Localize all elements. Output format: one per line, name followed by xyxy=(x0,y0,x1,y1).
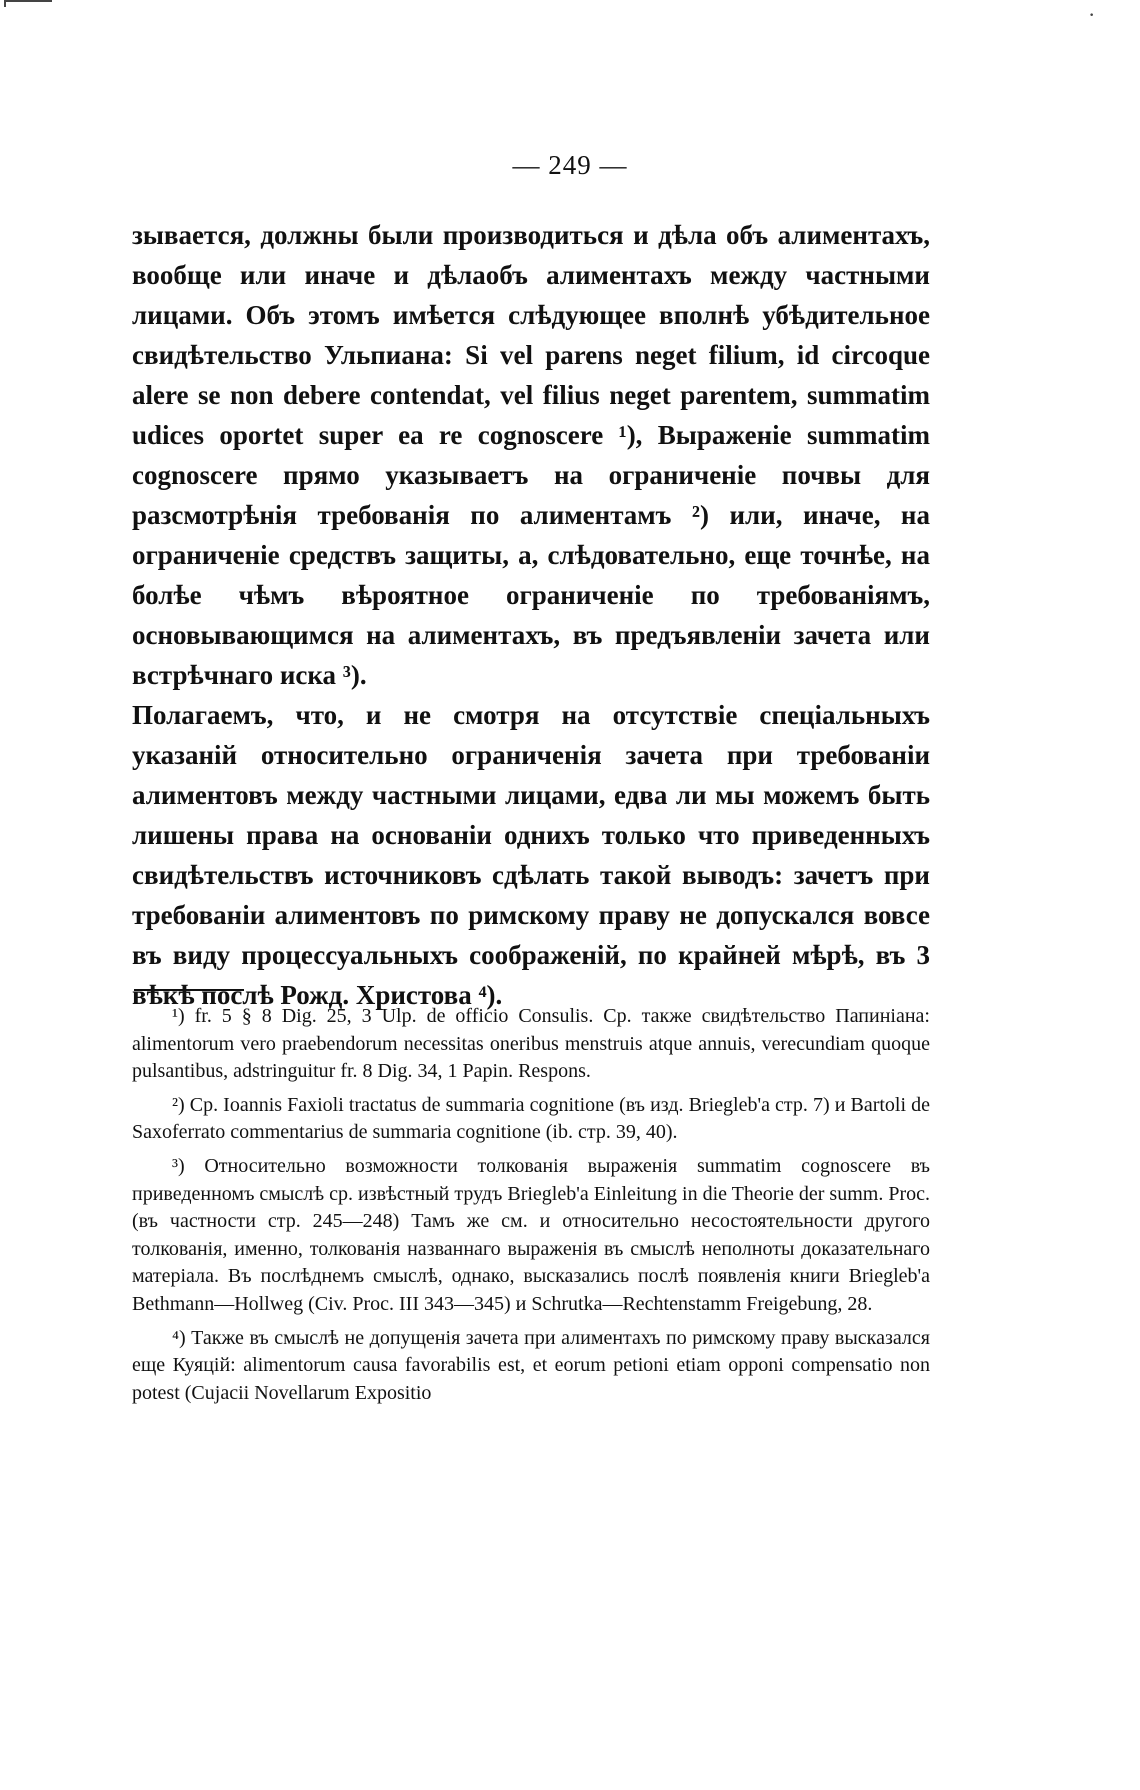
footnote-2: ²) Ср. Ioannis Faxioli tractatus de summaria cognitione (въ изд. Briegleb'a стр. 7) и Bartoli de Saxoferrato commentarius de summaria cognitione (ib. стр. 39, 40). xyxy=(132,1093,930,1144)
footnotes xyxy=(132,1003,930,1413)
main-paragraph-1: зывается, должны были производиться и дѣла объ алиментахъ, вообще или иначе и дѣлаобъ алиментахъ между частными лицами. Объ этомъ имѣется слѣдующее вполнѣ убѣдительное свидѣтельство Ульпиана: Si vel parens neget filium, id circoque alere se non debere contendat, vel filius neget parentem, summatim udices oportet super ea re cognoscere ¹), Выраженіе summatim cognoscere прямо указываетъ на ограниченіе почвы для разсмотрѣнія требованія по алиментамъ ²) или, иначе, на ограниченіе средствъ защиты, а, слѣдовательно, еще точнѣе, на болѣе чѣмъ вѣроятное ограниченіе по требованіямъ, основывающимся на алиментахъ, въ предъявленіи зачета или встрѣчнаго иска ³). xyxy=(132,220,930,690)
footnote-separator xyxy=(134,989,244,991)
main-text xyxy=(132,215,930,1015)
footnote-1: ¹) fr. 5 § 8 Dig. 25, 3 Ulp. de officio Consulis. Ср. также свидѣтельство Папиніана: alimentorum vero praebendorum necessitas oneribus menstruis atque annuis, verecundiam quoque pulsantibus, adstringuitur fr. 8 Dig. 34, 1 Papin. Respons. xyxy=(132,1005,930,1083)
footnote-3: ³) Относительно возможности толкованія выраженія summatim cognoscere въ приведенномъ смыслѣ ср. извѣстный трудъ Briegleb'a Einleitung in die Theorie der summ. Proc. (въ частности стр. 245—248) Тамъ же см. и относительно несостоятельности другого толкованія, именно, толкованія названнаго выраженія въ смыслѣ неполноты доказательнаго матеріала. Въ послѣднемъ смыслѣ, однако, высказались послѣ появленія книги Briegleb'a Bethmann—Hollweg (Civ. Proc. III 343—345) и Schrutka—Rechtenstamm Freigebung, 28. xyxy=(132,1154,930,1315)
page-number: — 249 — xyxy=(512,150,628,180)
footnote-4: ⁴) Также въ смыслѣ не допущенія зачета при алиментахъ по римскому праву высказался еще Куяцій: alimentorum causa favorabilis est, et eorum petioni etiam opponi compensatio non potest (Cujacii Novellarum Expositio xyxy=(132,1326,930,1404)
scan-edge-mark xyxy=(4,0,52,7)
main-paragraph-2: Полагаемъ, что, и не смотря на отсутствіе спеціальныхъ указаній относительно ограниченія зачета при требованіи алиментовъ между частными лицами, едва ли мы можемъ быть лишены права на основаніи однихъ только что приведенныхъ свидѣтельствъ источниковъ сдѣлать такой выводъ: зачетъ при требованіи алиментовъ по римскому праву не допускался вовсе въ виду процессуальныхъ соображеній, по крайней мѣрѣ, въ 3 вѣкѣ послѣ Рожд. Христова ⁴). xyxy=(132,700,930,1010)
scan-dot-mark: · xyxy=(1088,2,1096,27)
